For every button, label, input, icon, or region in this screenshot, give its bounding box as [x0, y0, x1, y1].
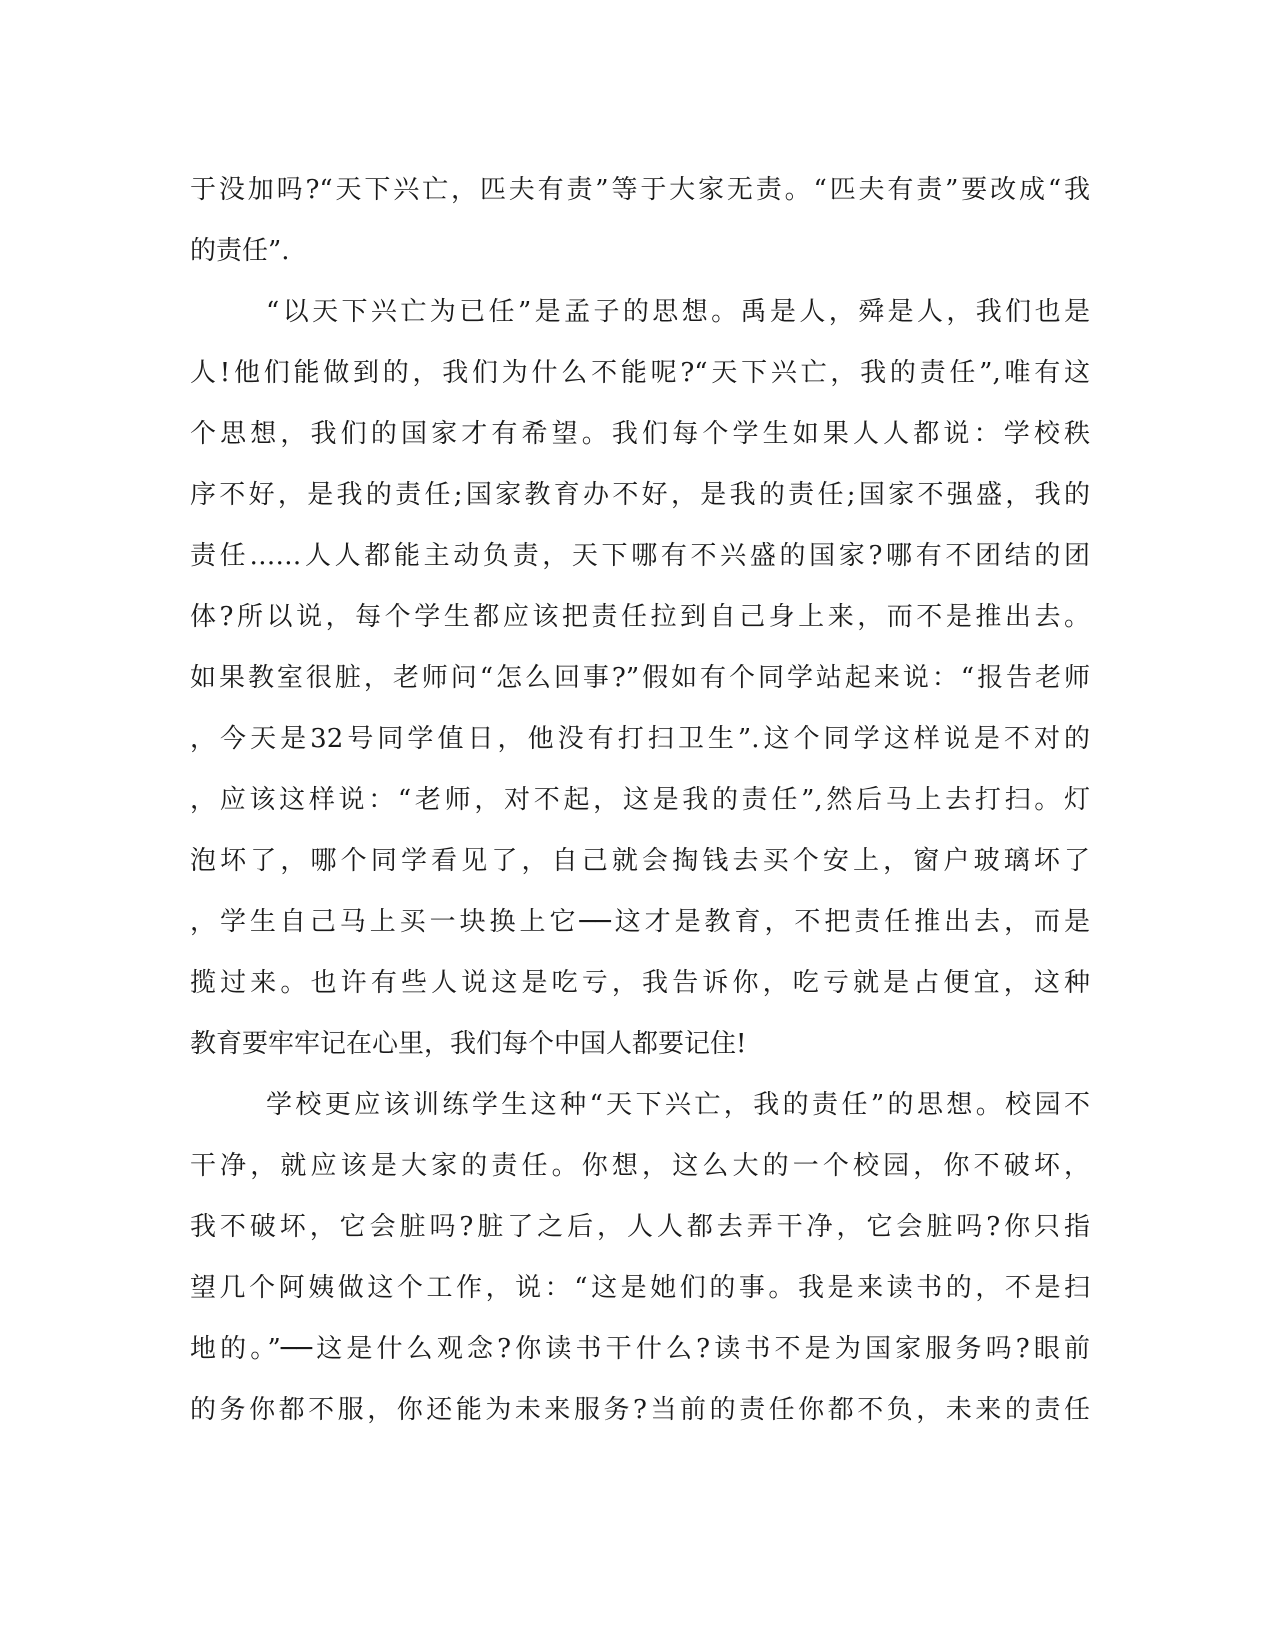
text-line: ，应该这样说：“老师，对不起，这是我的责任”,然后马上去打扫。灯: [190, 785, 1090, 815]
text-line: 责任……人人都能主动负责，天下哪有不兴盛的国家?哪有不团结的团: [190, 541, 1090, 571]
text-line: 的务你都不服，你还能为未来服务?当前的责任你都不负，未来的责任: [190, 1395, 1090, 1425]
text-line: 望几个阿姨做这个工作，说：“这是她们的事。我是来读书的，不是扫: [190, 1273, 1090, 1303]
body-text: [190, 160, 1090, 1441]
text-line: 教育要牢牢记在心里，我们每个中国人都要记住!: [190, 1029, 747, 1059]
text-line: 揽过来。也许有些人说这是吃亏，我告诉你，吃亏就是占便宜，这种: [190, 968, 1090, 998]
text-line: 体?所以说，每个学生都应该把责任拉到自己身上来，而不是推出去。: [190, 602, 1090, 632]
text-line: 的责任”.: [190, 236, 290, 266]
text-line: 干净，就应该是大家的责任。你想，这么大的一个校园，你不破坏，: [190, 1151, 1090, 1181]
text-line: 人!他们能做到的，我们为什么不能呢?“天下兴亡，我的责任”,唯有这: [190, 358, 1090, 388]
text-line: 泡坏了，哪个同学看见了，自己就会掏钱去买个安上，窗户玻璃坏了: [190, 846, 1090, 876]
text-line: 我不破坏，它会脏吗?脏了之后，人人都去弄干净，它会脏吗?你只指: [190, 1212, 1090, 1242]
text-line: 学校更应该训练学生这种“天下兴亡，我的责任”的思想。校园不: [266, 1090, 1090, 1120]
text-line: ，今天是32号同学值日，他没有打扫卫生”.这个同学这样说是不对的: [190, 724, 1090, 754]
text-line: 如果教室很脏，老师问“怎么回事?”假如有个同学站起来说：“报告老师: [190, 663, 1090, 693]
text-line: 地的。”──这是什么观念?你读书干什么?读书不是为国家服务吗?眼前: [190, 1334, 1090, 1364]
text-line: 个思想，我们的国家才有希望。我们每个学生如果人人都说：学校秩: [190, 419, 1090, 449]
text-line: ，学生自己马上买一块换上它──这才是教育，不把责任推出去，而是: [190, 907, 1090, 937]
text-line: 于没加吗?“天下兴亡，匹夫有责”等于大家无责。“匹夫有责”要改成“我: [190, 175, 1090, 205]
text-line: “以天下兴亡为已任”是孟子的思想。禹是人，舜是人，我们也是: [266, 297, 1090, 327]
text-line: 序不好，是我的责任;国家教育办不好，是我的责任;国家不强盛，我的: [190, 480, 1090, 510]
